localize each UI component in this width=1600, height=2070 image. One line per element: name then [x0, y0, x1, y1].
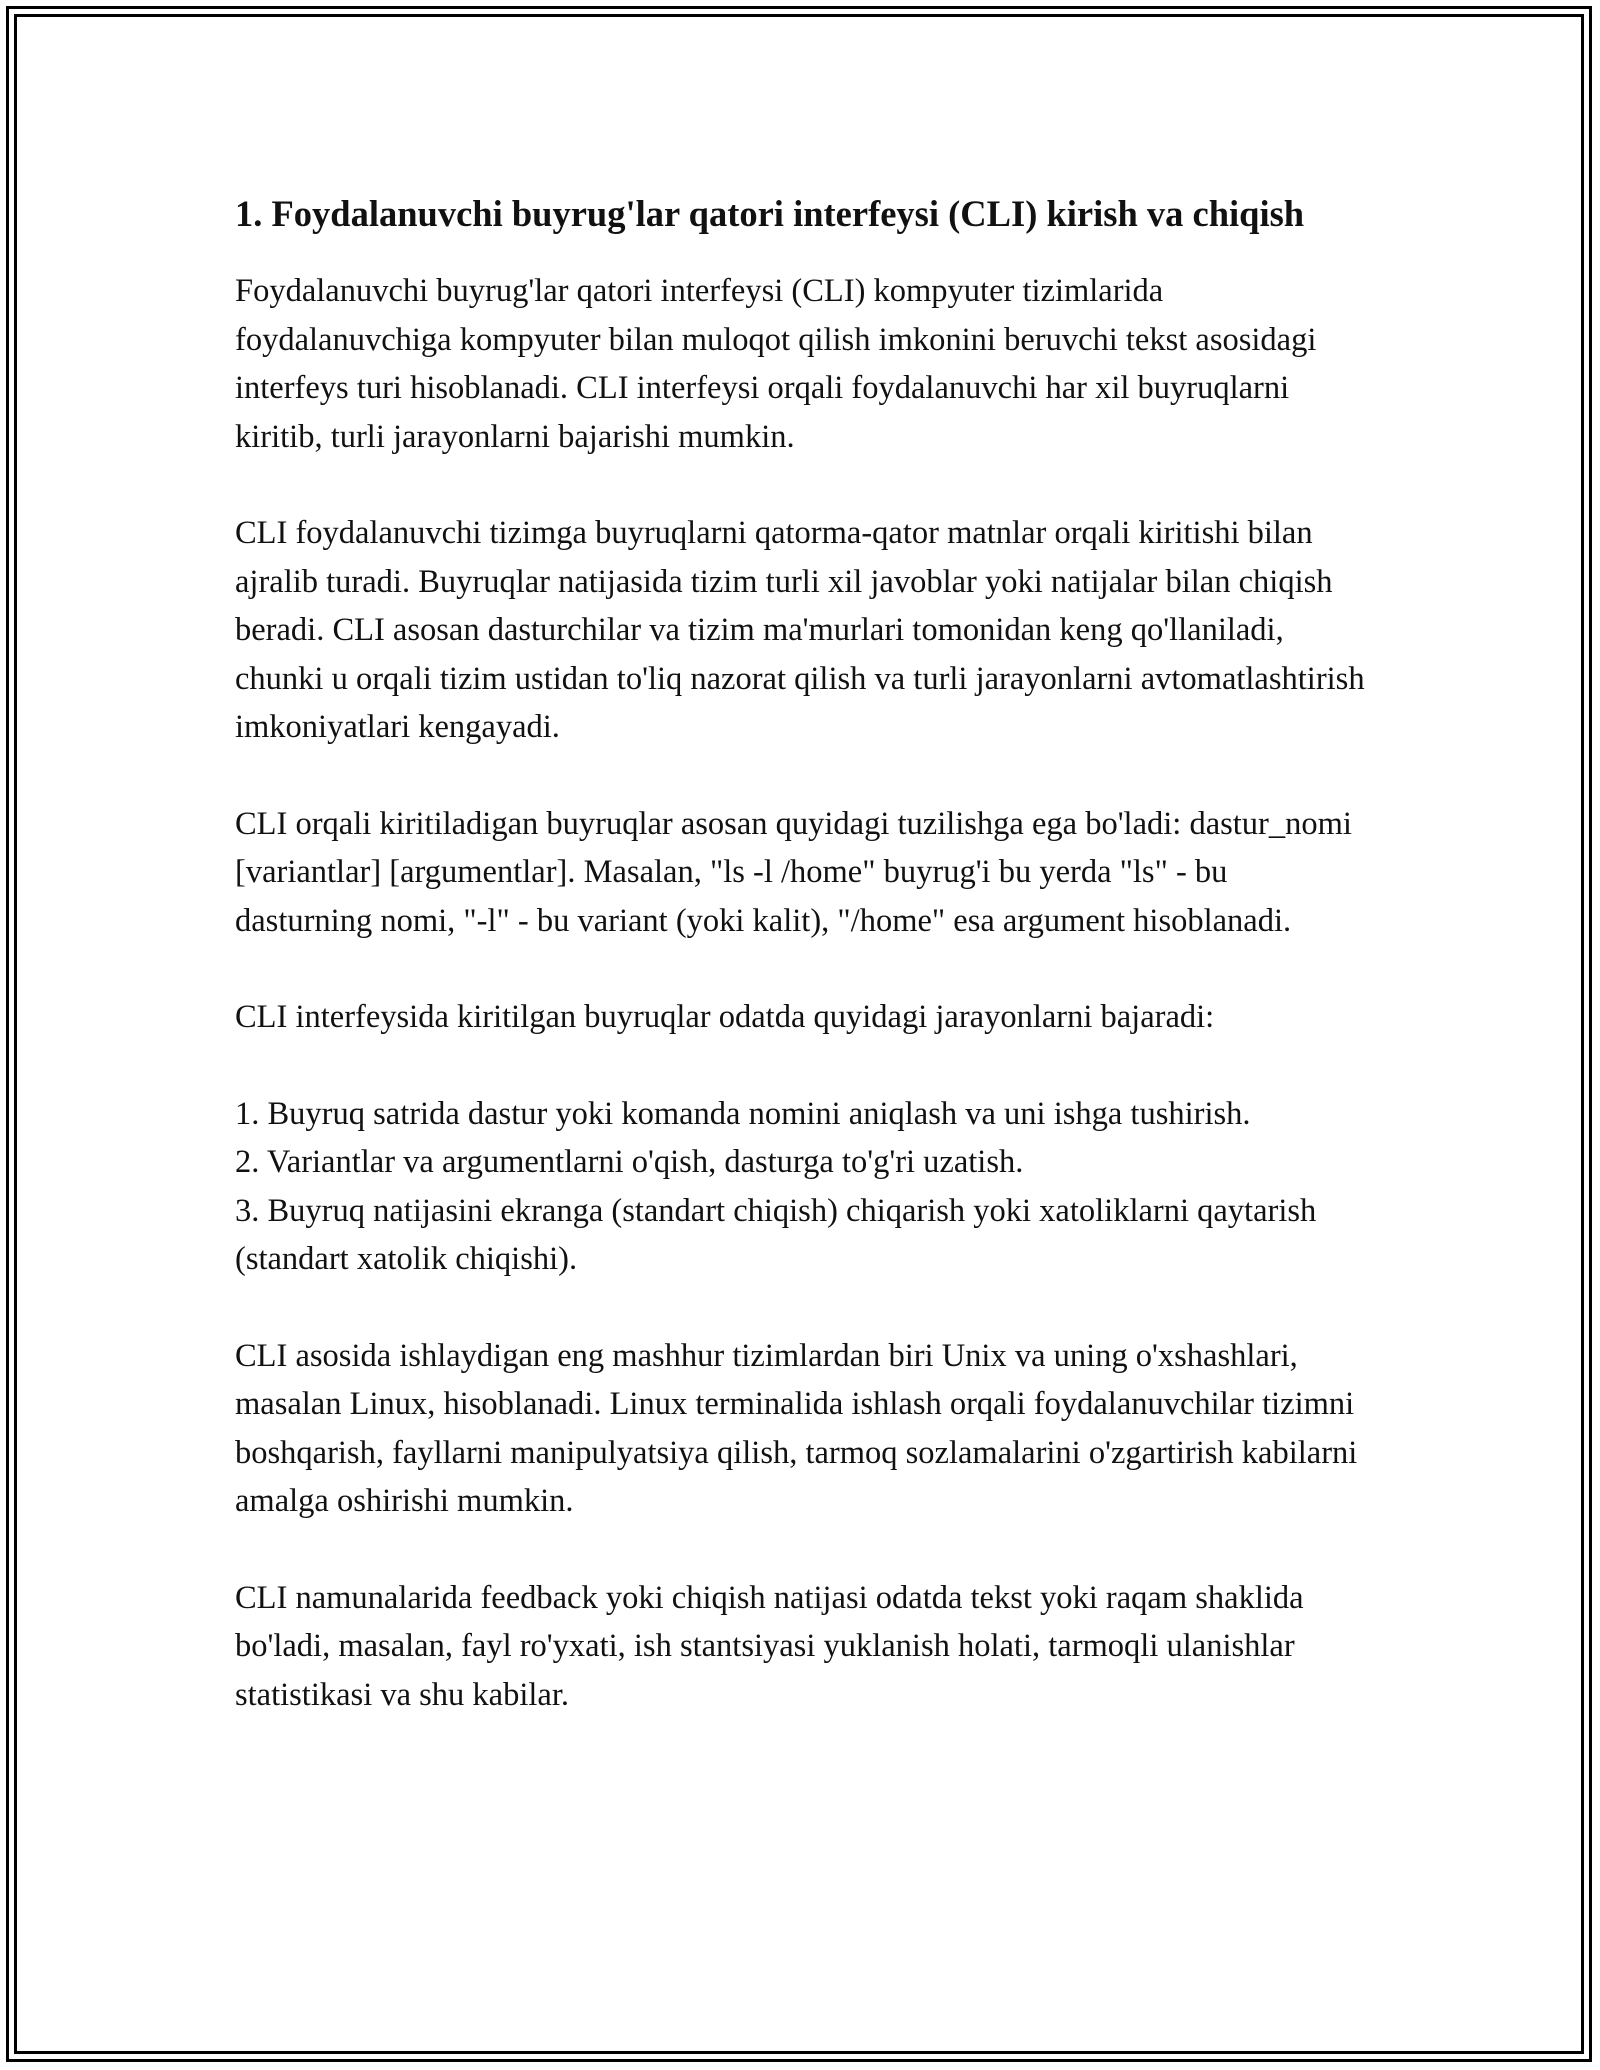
- paragraph-command-structure: CLI orqali kiritiladigan buyruqlar asosan quyidagi tuzilishga ega bo'ladi: dastur_nomi [variantlar] [argumentlar]. Masalan, "ls -l /home" buyrug'i bu yerda "ls" - bu dasturning nomi, "-l" - bu variant (yoki kalit), "/home" esa argument hisoblanadi.: [235, 805, 1352, 939]
- paragraph-cli-usage: CLI foydalanuvchi tizimga buyruqlarni qatorma-qator matnlar orqali kiritishi bilan ajralib turadi. Buyruqlar natijasida tizim turli xil javoblar yoki natijalar bilan chiqish beradi. CLI asosan dasturchilar va tizim ma'murlari tomonidan keng qo'llaniladi, chunki u orqali tizim ustidan to'liq nazorat qilish va turli jarayonlarni avtomatlashtirish imkoniyatlari kengayadi.: [235, 515, 1365, 745]
- process-list: [235, 1090, 1365, 1284]
- list-item: 3. Buyruq natijasini ekranga (standart chiqish) chiqarish yoki xatoliklarni qaytarish (standart xatolik chiqishi).: [235, 1192, 1317, 1277]
- list-item: 2. Variantlar va argumentlarni o'qish, dasturga to'g'ri uzatish.: [235, 1144, 1024, 1180]
- list-item: 1. Buyruq satrida dastur yoki komanda nomini aniqlash va uni ishga tushirish.: [235, 1095, 1251, 1132]
- paragraph-feedback: CLI namunalarida feedback yoki chiqish natijasi odatda tekst yoki raqam shaklida bo'ladi, masalan, fayl ro'yxati, ish stantsiyasi yuklanish holati, tarmoqli ulanishlar statistikasi va shu kabilar.: [235, 1579, 1304, 1713]
- paragraph-intro: Foydalanuvchi buyrug'lar qatori interfeysi (CLI) kompyuter tizimlarida foydalanuvchiga kompyuter bilan muloqot qilish imkonini beruvchi tekst asosidagi interfeys turi hisoblanadi. CLI interfeysi orqali foydalanuvchi har xil buyruqlarni kiritib, turli jarayonlarni bajarishi mumkin.: [235, 273, 1317, 455]
- paragraph-list-intro: CLI interfeysida kiritilgan buyruqlar odatda quyidagi jarayonlarni bajaradi:: [235, 999, 1215, 1035]
- document-body: [235, 186, 1365, 1767]
- section-title: 1. Foydalanuvchi buyrug'lar qatori interfeysi (CLI) kirish va chiqish: [235, 193, 1305, 234]
- paragraph-unix-linux: CLI asosida ishlaydigan eng mashhur tizimlardan biri Unix va uning o'xshashlari, masalan Linux, hisoblanadi. Linux terminalida ishlash orqali foydalanuvchilar tizimni boshqarish, fayllarni manipulyatsiya qilish, tarmoq sozlamalarini o'zgartirish kabilarni amalga oshirishi mumkin.: [235, 1337, 1358, 1519]
